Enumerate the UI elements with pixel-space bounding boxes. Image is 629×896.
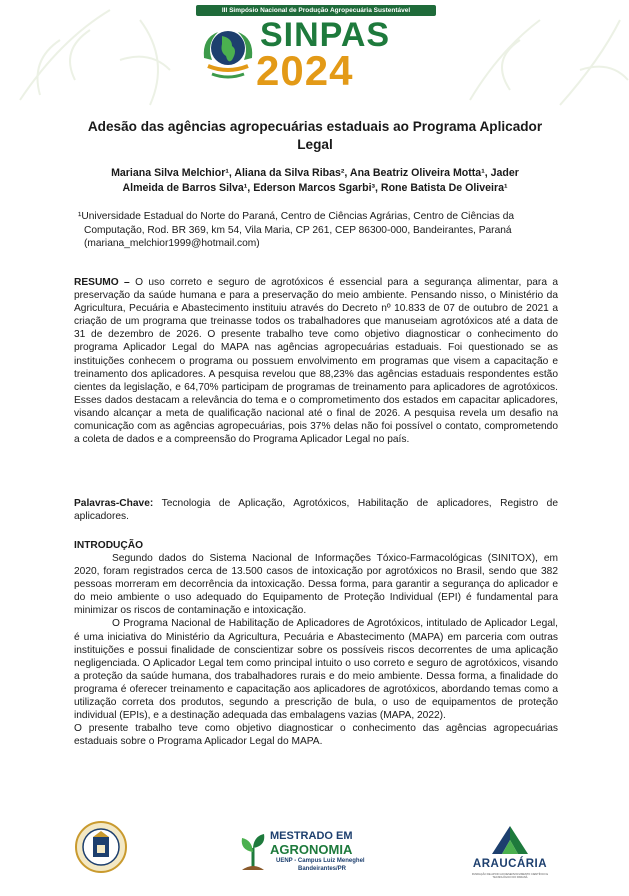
- keywords-label: Palavras-Chave:: [74, 498, 154, 509]
- authors-line-2: Almeida de Barros Silva¹, Ederson Marcos Sgarbi³, Rone Batista De Oliveira¹: [122, 182, 508, 194]
- mestrado-line-2: AGRONOMIA: [270, 842, 353, 857]
- event-ribbon: III Simpósio Nacional de Produção Agropecuária Sustentável: [196, 5, 436, 16]
- keywords: [74, 497, 558, 523]
- event-year: 2024: [256, 47, 354, 94]
- introduction-section: [74, 539, 558, 748]
- abstract-label: RESUMO –: [74, 277, 130, 288]
- mestrado-line-1: MESTRADO EM: [270, 830, 353, 842]
- araucaria-logo: [468, 824, 552, 882]
- paper-title: Adesão das agências agropecuárias estaduais ao Programa Aplicador Legal: [87, 119, 543, 152]
- globe-leaves-icon: [198, 18, 258, 82]
- abstract-text: O uso correto e seguro de agrotóxicos é essencial para a segurança alimentar, para a preservação da saúde humana e para a preservação do meio ambiente. Pensando nisso, o Ministério da Agricultura, Pecuária e Abastecimento instituiu através do Decreto nº 10.833 de 07 de outubro de 2021 a criação de um programa que treinasse todos os trabalhadores que manuseiam agrotóxicos até a data de 31 de dezembro de 2026. O presente trabalho teve como objetivo diagnosticar o conhecimento do programa Aplicador Legal do MAPA nas agências agropecuárias estaduais. Foi questionado se as instituições conhecem o programa ou possuem envolvimento em programas que visem a capacitação e treinamento dos aplicadores. A pesquisa revelou que 88,23% das agências estaduais respondentes estão cientes da legislação, e 64,70% participam de programas de treinamento para aplicadores de agrotóxicos. Esses dados destacam a relevância do tema e o comprometimento dos estados em capacitar aplicadores, visando alcançar a meta de qualificação nacional até o final de 2026. A pesquisa revela um desafio na comunicação com as agências agropecuárias, pois 37% delas não foi possível o contato, comprometendo a coleta de dados e a compreensão do Programa Aplicador Legal no país.: [74, 277, 558, 446]
- intro-heading: INTRODUÇÃO: [74, 540, 144, 551]
- event-name: SINPAS: [260, 16, 391, 54]
- sprout-icon: [238, 832, 268, 872]
- araucaria-name: ARAUCÁRIA: [472, 858, 548, 870]
- university-seal-logo: [74, 820, 128, 874]
- intro-paragraph-2: O Programa Nacional de Habilitação de Aplicadores de Agrotóxicos, intitulado de Aplicador Legal, é uma iniciativa do Ministério da Agricultura, Pecuária e Abastecimento (MAPA) em parceria com outras instituições e possui finalidade de conscientizar sobre os possíveis riscos decorrentes de uma aplicação negligenciada. O Aplicador Legal tem como principal intuito o uso correto e seguro de agrotóxicos, visando a proteção da saúde humana, dos trabalhadores rurais e do meio ambiente. Dessa forma, a finalidade do programa é oferecer treinamento e capacitação aos aplicadores de agrotóxicos, abordando temas como a utilização correta dos produtos, segundo a prescrição de bula, o uso de equipamentos de proteção individual (EPIs), e a destinação adequada das embalagens vazias (MAPA, 2022).: [74, 618, 558, 722]
- keywords-text: Tecnologia de Aplicação, Agrotóxicos, Habilitação de aplicadores, Registro de aplicadores.: [74, 498, 558, 523]
- araucaria-tagline: FUNDAÇÃO DE APOIO AO DESENVOLVIMENTO CIENTÍFICO E TECNOLÓGICO DO PARANÁ: [471, 873, 549, 879]
- affiliation: [74, 210, 558, 251]
- intro-paragraph-3: O presente trabalho teve como objetivo diagnosticar o conhecimento das agências agropecuárias estaduais sobre o Programa Aplicador Legal do MAPA.: [74, 723, 558, 748]
- authors-line-1: Mariana Silva Melchior¹, Aliana da Silva Ribas², Ana Beatriz Oliveira Motta¹, Jader: [111, 167, 519, 179]
- affiliation-mark: ¹: [78, 211, 82, 222]
- affiliation-text: Universidade Estadual do Norte do Paraná, Centro de Ciências Agrárias, Centro de Ciências da Computação, Rod. BR 369, km 54, Vila Maria, CP 261, CEP 86300-000, Bandeirantes, Paraná (mariana_melchior1999@hotmail.com): [81, 211, 515, 249]
- sinpas-2024-logo: [188, 2, 446, 98]
- mestrado-line-4: Bandeirantes/PR: [298, 866, 347, 872]
- mestrado-line-3: UENP - Campus Luiz Meneghel: [276, 858, 365, 864]
- araucaria-mark-icon: [490, 824, 530, 856]
- mestrado-agronomia-logo: [238, 828, 370, 878]
- abstract: [74, 276, 558, 446]
- intro-paragraph-1: Segundo dados do Sistema Nacional de Informações Tóxico-Farmacológicas (SINITOX), em 2020, foram registrados cerca de 13.500 casos de intoxicação por agrotóxicos no Brasil, sendo que 382 pessoas morreram em decorrência da intoxicação. Dessa forma, para garantir a segurança do aplicador e do meio ambiente o uso adequado do Equipamento de Proteção Individual (EPI) é fundamental para minimizar os riscos de contaminação e intoxicação.: [74, 553, 558, 617]
- authors: [70, 166, 560, 196]
